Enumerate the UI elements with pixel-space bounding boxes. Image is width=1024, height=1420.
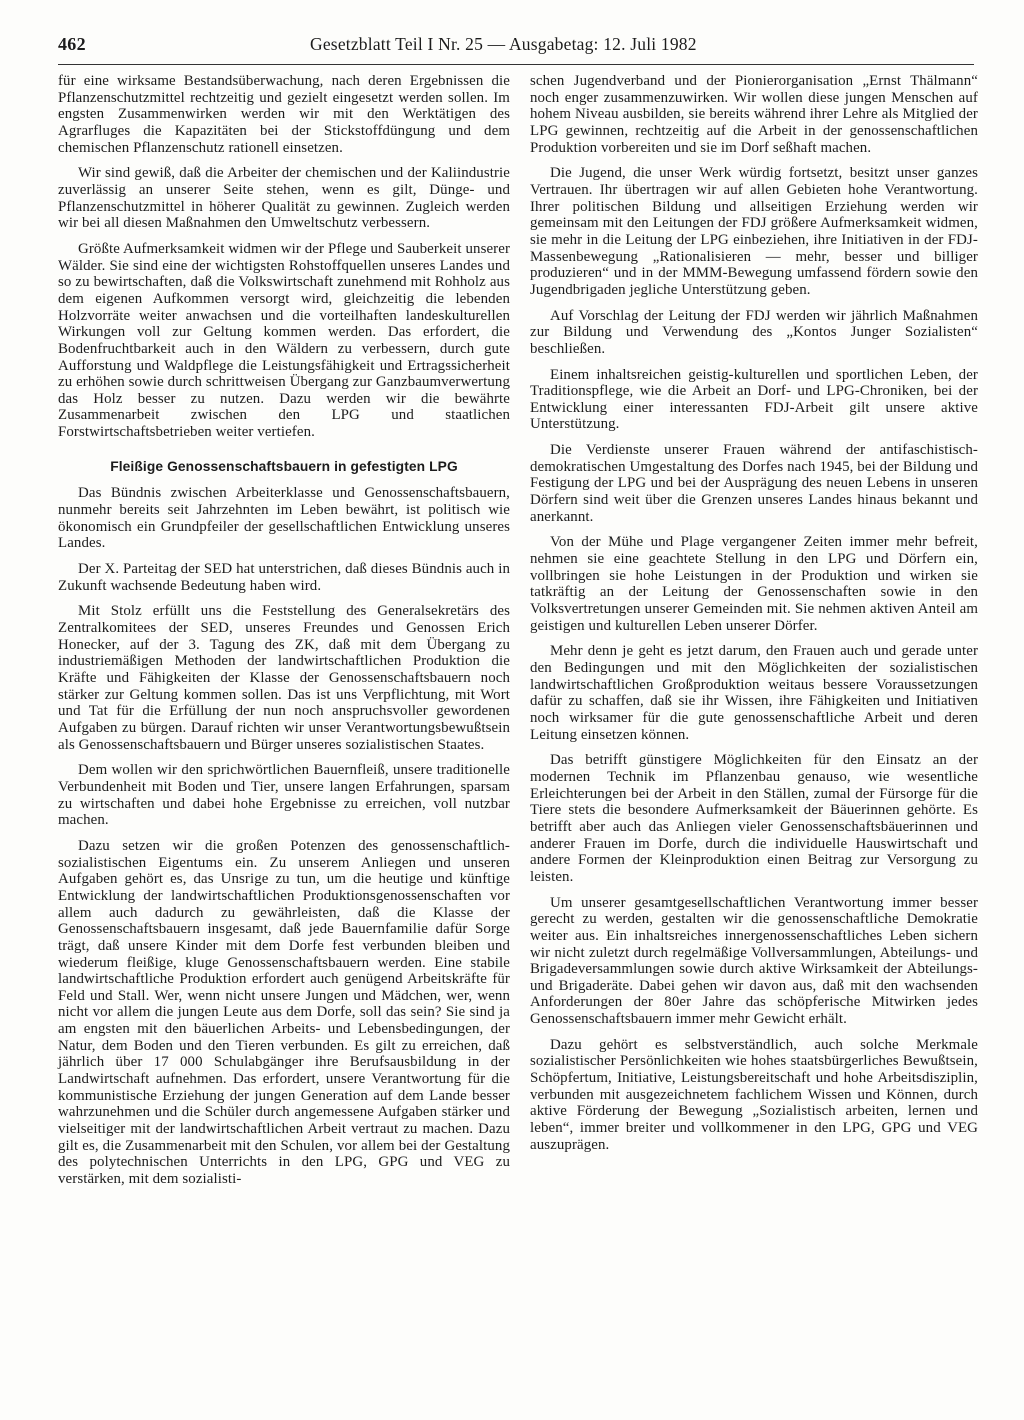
- running-head: Gesetzblatt Teil I Nr. 25 — Ausgabetag: 12. Juli 1982: [310, 34, 697, 54]
- paragraph: Mit Stolz erfüllt uns die Feststellung des Generalsekretärs des Zentralkomitees der SED, unseres Freundes und Genossen Erich Honecker, auf der 3. Tagung des ZK, daß mit dem Übergang zu industriemäßigen Methoden der landwirtschaftlichen Produktion die Kräfte und Fähigkeiten der Klasse der Genossenschaftsbauern noch stärker zur Geltung kommen sollen. Das ist uns Verpflichtung, mit Wort und Tat für die Erfüllung der nun noch anspruchsvoller gewordenen Aufgaben zu bürgen. Darauf richten wir unser Verantwortungsbewußtsein als Genossenschaftsbauern und Bürger unseres sozialistischen Staates.: [58, 603, 510, 753]
- paragraph: Von der Mühe und Plage vergangener Zeiten immer mehr befreit, nehmen sie eine geachtete Stellung in den LPG und Dörfern ein, vollbringen sie hohe Leistungen in der Produktion und wirken sie tatkräftig an der Leitung der Genossenschaften sowie in den Volksvertretungen unserer Gemeinden mit. Sie nehmen aktiven Anteil am geistigen und kulturellen Leben unserer Dörfer.: [530, 534, 978, 634]
- paragraph: Die Jugend, die unser Werk würdig fortsetzt, besitzt unser ganzes Vertrauen. Ihr übertragen wir auf allen Gebieten hohe Verantwortung. Ihrer politischen Bildung und allseitigen Erziehung werden wir gemeinsam mit den Leitungen der FDJ größere Aufmerksamkeit widmen, sie mehr in die Leitung der LPG einbeziehen, ihre Initiativen in der FDJ-Massenbewegung „Rationalisieren — mehr, besser und billiger produzieren“ und in der MMM-Bewegung umfassend fördern sowie den Jugendbrigaden jegliche Unterstützung geben.: [530, 165, 978, 298]
- left-column: [58, 73, 510, 1197]
- right-column: [530, 73, 978, 1162]
- page-header: [58, 34, 974, 65]
- paragraph: Das betrifft günstigere Möglichkeiten für den Einsatz an der modernen Technik im Pflanzenbau genauso, wie wesentliche Erleichterungen bei der Arbeit in den Ställen, zumal der Fürsorge für die Tiere stets die besondere Aufmerksamkeit der Bäuerinnen gehörte. Es betrifft aber auch das Anliegen vieler Genossenschaftsbäuerinnen und anderer Frauen im Dorfe, durch die individuelle Hauswirtschaft und andere Formen der Kleinproduktion einen Beitrag zur Versorgung zu leisten.: [530, 752, 978, 885]
- paragraph: Mehr denn je geht es jetzt darum, den Frauen auch und gerade unter den Bedingungen und mit den Möglichkeiten der sozialistischen landwirtschaftlichen Großproduktion weitaus bessere Voraussetzungen dafür zu schaffen, daß sie ihr Wissen, ihre Fähigkeiten und Initiativen noch wirksamer für die gute genossenschaftliche Arbeit und deren Leitung einsetzen können.: [530, 643, 978, 743]
- paragraph: Auf Vorschlag der Leitung der FDJ werden wir jährlich Maßnahmen zur Bildung und Verwendung des „Kontos Junger Sozialisten“ beschließen.: [530, 307, 978, 357]
- paragraph: Dazu setzen wir die großen Potenzen des genossenschaftlich-sozialistischen Eigentums ein. Zu unserem Anliegen und unseren Aufgaben gehört es, das Unsrige zu tun, um die heutige und künftige Entwicklung der landwirtschaftlichen Produktionsgenossenschaften vor allem auch dadurch zu gewährleisten, daß die Klasse der Genossenschaftsbauern insgesamt, daß jede Bauernfamilie dafür Sorge trägt, daß unsere Kinder mit dem Dorfe fest verbunden bleiben und wiederum fleißige, kluge Genossenschaftsbauern werden. Eine stabile landwirtschaftliche Produktion erfordert auch genügend Arbeitskräfte für Feld und Stall. Wer, wenn nicht unsere Jungen und Mädchen, wer, wenn nicht vor allem die jungen Leute aus dem Dorfe, soll das sein? Sie sind ja am engsten mit den bäuerlichen Arbeits- und Lebensbedingungen, der Natur, dem Boden und den Tieren verbunden. Es gilt zu erreichen, daß jährlich über 17 000 Schulabgänger ihre Berufsausbildung in der Landwirtschaft aufnehmen. Das erfordert, unsere Verantwortung für die kommunistische Erziehung der jungen Generation auf dem Lande besser wahrzunehmen und die Schüler durch angemessene Aufgaben stärker und vielseitiger mit der landwirtschaftlichen Arbeit vertraut zu machen. Dazu gilt es, die Zusammenarbeit mit den Schulen, vor allem bei der Gestaltung des polytechnischen Unterrichts in den LPG, GPG und VEG zu verstärken, mit dem sozialisti-: [58, 837, 510, 1188]
- paragraph: Um unserer gesamtgesellschaftlichen Verantwortung immer besser gerecht zu werden, gestalten wir die genossenschaftliche Demokratie weiter aus. Ein inhaltsreiches innergenossenschaftliches Leben sichern wir nicht zuletzt durch regelmäßige Vollversammlungen, Abteilungs- und Brigadeversammlungen sowie durch aktive Wirksamkeit der Abteilungs- und Brigaderäte. Dabei gehen wir davon aus, daß mit den wachsenden Anforderungen der 80er Jahre das schöpferische Mitwirken jedes Genossenschaftsbauern immer mehr Gewicht erhält.: [530, 894, 978, 1028]
- paragraph: Größte Aufmerksamkeit widmen wir der Pflege und Sauberkeit unserer Wälder. Sie sind eine der wichtigsten Rohstoffquellen unseres Landes und so zu bewirtschaften, daß die Volkswirtschaft zunehmend mit Rohholz aus dem eigenen Aufkommen versorgt wird, gleichzeitig die lebenden Holzvorräte weiter anwachsen und die vorteilhaften landeskulturellen Wirkungen voll zur Geltung kommen werden. Das erfordert, die Bodenfruchtbarkeit auch in den Wäldern zu verbessern, durch gute Aufforstung und Waldpflege die Leistungsfähigkeit und Ertragssicherheit zu erhöhen sowie durch schrittweisen Übergang zur Ganzbaumverwertung das Holz besser zu nutzen. Dazu werden wir die bewährte Zusammenarbeit zwischen den LPG und staatlichen Forstwirtschaftsbetrieben weiter vertiefen.: [58, 240, 510, 441]
- paragraph: Dem wollen wir den sprichwörtlichen Bauernfleiß, unsere traditionelle Verbundenheit mit Boden und Tier, unsere langen Erfahrungen, sparsam zu wirtschaften und dabei hohe Ergebnisse zu erreichen, voll nutzbar machen.: [58, 762, 510, 829]
- section-heading: Fleißige Genossenschaftsbauern in gefestigten LPG: [110, 458, 458, 474]
- paragraph: Dazu gehört es selbstverständlich, auch solche Merkmale sozialistischer Persönlichkeiten wie hohes staatsbürgerliches Bewußtsein, Schöpfertum, Initiative, Leistungsbereitschaft und hohe Arbeitsdisziplin, verbunden mit ausgezeichnetem fachlichem Wissen und Können, durch aktive Förderung der Bewegung „Sozialistisch arbeiten, lernen und leben“, immer breiter und vollkommener in den LPG, GPG und VEG auszuprägen.: [530, 1036, 978, 1153]
- paragraph: schen Jugendverband und der Pionierorganisation „Ernst Thälmann“ noch enger zusammenzuwirken. Wir wollen diese jungen Menschen auf hohem Niveau ausbilden, sie bereits während ihrer Lehre als Mitglied der LPG gewinnen, rechtzeitig auf die Arbeit in der genossenschaftlichen Produktion vorbereiten und sie im Dorf seßhaft machen.: [530, 73, 978, 156]
- paragraph: für eine wirksame Bestandsüberwachung, nach deren Ergebnissen die Pflanzenschutzmittel rechtzeitig und gezielt eingesetzt werden sollen. Im engsten Zusammenwirken werden wir mit den Werktätigen des Agrarfluges die Kapazitäten bei der Stickstoffdüngung und dem chemischen Pflanzenschutz rationell einsetzen.: [58, 73, 510, 156]
- paragraph: Wir sind gewiß, daß die Arbeiter der chemischen und der Kaliindustrie zuverlässig an unserer Seite stehen, wenn es gilt, Dünge- und Pflanzenschutzmittel in höherer Qualität zu gewinnen. Zugleich werden wir bei all diesen Maßnahmen den Umweltschutz verbessern.: [58, 165, 510, 232]
- page-number: 462: [58, 34, 86, 54]
- paragraph: Die Verdienste unserer Frauen während der antifaschistisch-demokratischen Umgestaltung des Dorfes nach 1945, bei der Bildung und Festigung der LPG und bei der Ausprägung des neuen Lebens in unseren Dörfern sind weit über die Grenzen unseres Landes hinaus bekannt und anerkannt.: [530, 442, 978, 525]
- paragraph: Der X. Parteitag der SED hat unterstrichen, daß dieses Bündnis auch in Zukunft wachsende Bedeutung haben wird.: [58, 561, 510, 594]
- paragraph: Einem inhaltsreichen geistig-kulturellen und sportlichen Leben, der Traditionspflege, wie die Arbeit an Dorf- und LPG-Chroniken, bei der Entwicklung einer interessanten FDJ-Arbeit gilt unsere aktive Unterstützung.: [530, 366, 978, 433]
- paragraph: Das Bündnis zwischen Arbeiterklasse und Genossenschaftsbauern, nunmehr bereits seit Jahrzehnten im Leben bewährt, ist politisch wie ökonomisch ein Grundpfeiler der gesellschaftlichen Entwicklung unseres Landes.: [58, 485, 510, 552]
